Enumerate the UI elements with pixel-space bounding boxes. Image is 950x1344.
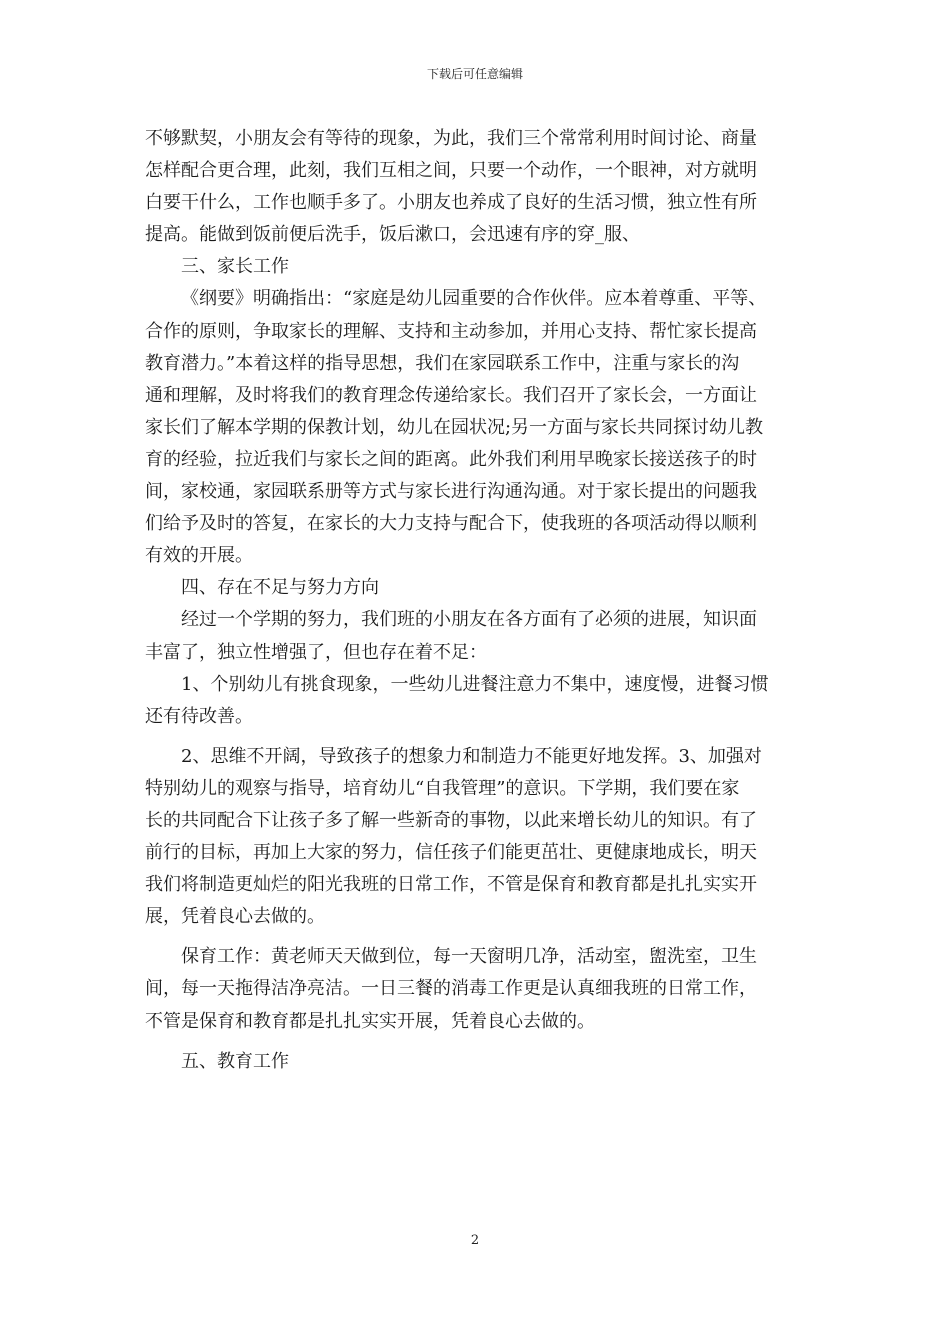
text-line: 不管是保育和教育都是扎扎实实开展，凭着良心去做的。 [145,1010,595,1032]
section-heading: 四、存在不足与努力方向 [181,577,379,599]
list-item: 2、思维不开阔，导致孩子的想象力和制造力不能更好地发挥。3、加强对 [181,745,762,767]
text-line: 教育潜力。”本着这样的指导思想，我们在家园联系工作中，注重与家长的沟 [145,352,740,374]
document-body [145,123,810,1078]
text-line: 间，每一天拖得洁净亮洁。一日三餐的消毒工作更是认真细我班的日常工作， [145,978,757,1000]
text-line: 们给予及时的答复，在家长的大力支持与配合下，使我班的各项活动得以顺利 [145,513,757,535]
page-number: 2 [470,1233,480,1248]
text-line: 怎样配合更合理，此刻，我们互相之间，只要一个动作，一个眼神，对方就明 [145,160,757,182]
text-line: 保育工作：黄老师天天做到位，每一天窗明几净，活动室，盥洗室，卫生 [181,946,757,968]
section-heading: 三、家长工作 [181,256,289,278]
text-line: 我们将制造更灿烂的阳光我班的日常工作，不管是保育和教育都是扎扎实实开 [145,874,757,896]
section-heading: 五、教育工作 [181,1050,289,1072]
text-line: 《纲要》明确指出：“家庭是幼儿园重要的合作伙伴。应本着尊重、平等、 [181,288,767,310]
text-line: 间，家校通，家园联系册等方式与家长进行沟通沟通。对于家长提出的问题我 [145,481,757,503]
text-line: 经过一个学期的努力，我们班的小朋友在各方面有了必须的进展，知识面 [181,609,757,631]
text-line: 提高。能做到饭前便后洗手，饭后漱口，会迅速有序的穿_服、 [145,224,640,246]
page-header: 下载后可任意编辑 [426,67,523,81]
text-line: 通和理解，及时将我们的教育理念传递给家长。我们召开了家长会，一方面让 [145,384,757,406]
text-line: 展，凭着良心去做的。 [145,906,325,928]
text-line: 长的共同配合下让孩子多了解一些新奇的事物，以此来增长幼儿的知识。有了 [145,809,757,831]
text-line: 育的经验，拉近我们与家长之间的距离。此外我们利用早晚家长接送孩子的时 [145,448,757,470]
text-line: 不够默契，小朋友会有等待的现象，为此，我们三个常常利用时间讨论、商量 [145,128,757,149]
text-line: 合作的原则，争取家长的理解、支持和主动参加，并用心支持、帮忙家长提高 [145,320,757,342]
text-line: 丰富了，独立性增强了，但也存在着不足： [145,641,487,663]
text-line: 还有待改善。 [145,705,253,727]
text-line: 白要干什么，工作也顺手多了。小朋友也养成了良好的生活习惯，独立性有所 [145,192,757,214]
text-line: 特别幼儿的观察与指导，培育幼儿“自我管理”的意识。下学期，我们要在家 [145,777,740,799]
list-item: 1、个别幼儿有挑食现象，一些幼儿进餐注意力不集中，速度慢，进餐习惯 [181,673,769,695]
text-line: 前行的目标，再加上大家的努力，信任孩子们能更茁壮、更健康地成长，明天 [145,842,757,864]
text-line: 有效的开展。 [145,545,253,567]
text-line: 家长们了解本学期的保教计划，幼儿在园状况;另一方面与家长共同探讨幼儿教 [145,416,764,438]
